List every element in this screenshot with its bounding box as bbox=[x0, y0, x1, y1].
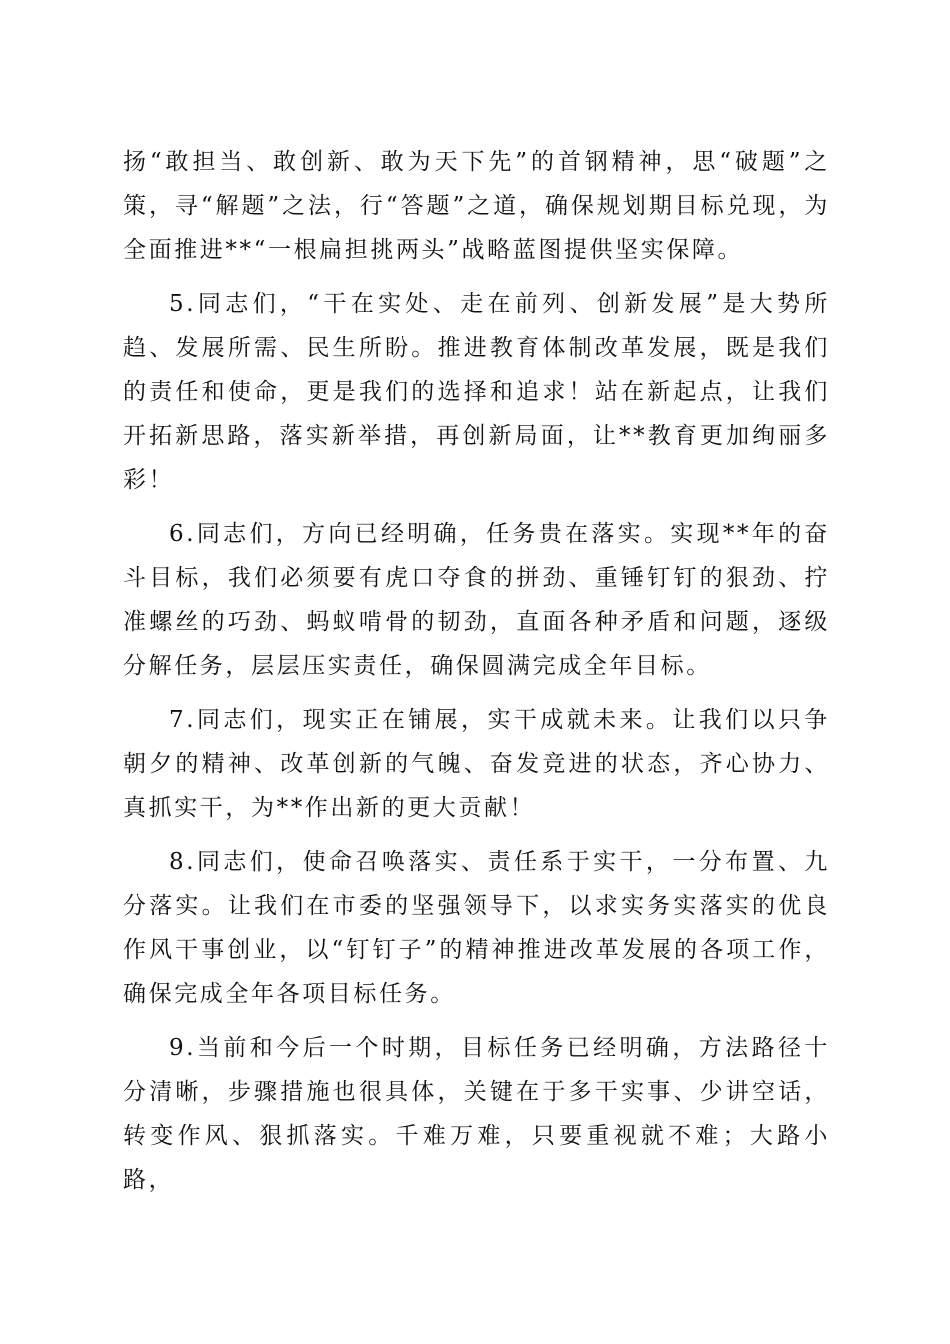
paragraph-7: 7.同志们，现实正在铺展，实干成就未来。让我们以只争朝夕的精神、改革创新的气魄、奋发竞进的状态，齐心协力、真抓实干，为**作出新的更大贡献！ bbox=[123, 707, 830, 821]
paragraph-6: 6.同志们，方向已经明确，任务贵在落实。实现**年的奋斗目标，我们必须要有虎口夺食的拼劲、重锤钉钉的狠劲、拧准螺丝的巧劲、蚂蚁啃骨的韧劲，直面各种矛盾和问题，逐级分解任务，层层压实责任，确保圆满完成全年目标。 bbox=[123, 521, 830, 679]
paragraph-5: 5.同志们，“干在实处、走在前列、创新发展”是大势所趋、发展所需、民生所盼。推进教育体制改革发展，既是我们的责任和使命，更是我们的选择和追求！站在新起点，让我们开拓新思路，落实新举措，再创新局面，让**教育更加绚丽多彩！ bbox=[123, 291, 830, 493]
paragraph-9: 9.当前和今后一个时期，目标任务已经明确，方法路径十分清晰，步骤措施也很具体，关键在于多干实事、少讲空话，转变作风、狠抓落实。千难万难，只要重视就不难；大路小路， bbox=[123, 1035, 830, 1193]
paragraph-continuation: 扬“敢担当、敢创新、敢为天下先”的首钢精神，思“破题”之策，寻“解题”之法，行“答题”之道，确保规划期目标兑现，为全面推进**“一根扁担挑两头”战略蓝图提供坚实保障。 bbox=[123, 149, 830, 263]
paragraph-8: 8.同志们，使命召唤落实、责任系于实干，一分布置、九分落实。让我们在市委的坚强领导下，以求实务实落实的优良作风干事创业，以“钉钉子”的精神推进改革发展的各项工作，确保完成全年各项目标任务。 bbox=[123, 849, 830, 1007]
document-body bbox=[123, 140, 830, 1212]
